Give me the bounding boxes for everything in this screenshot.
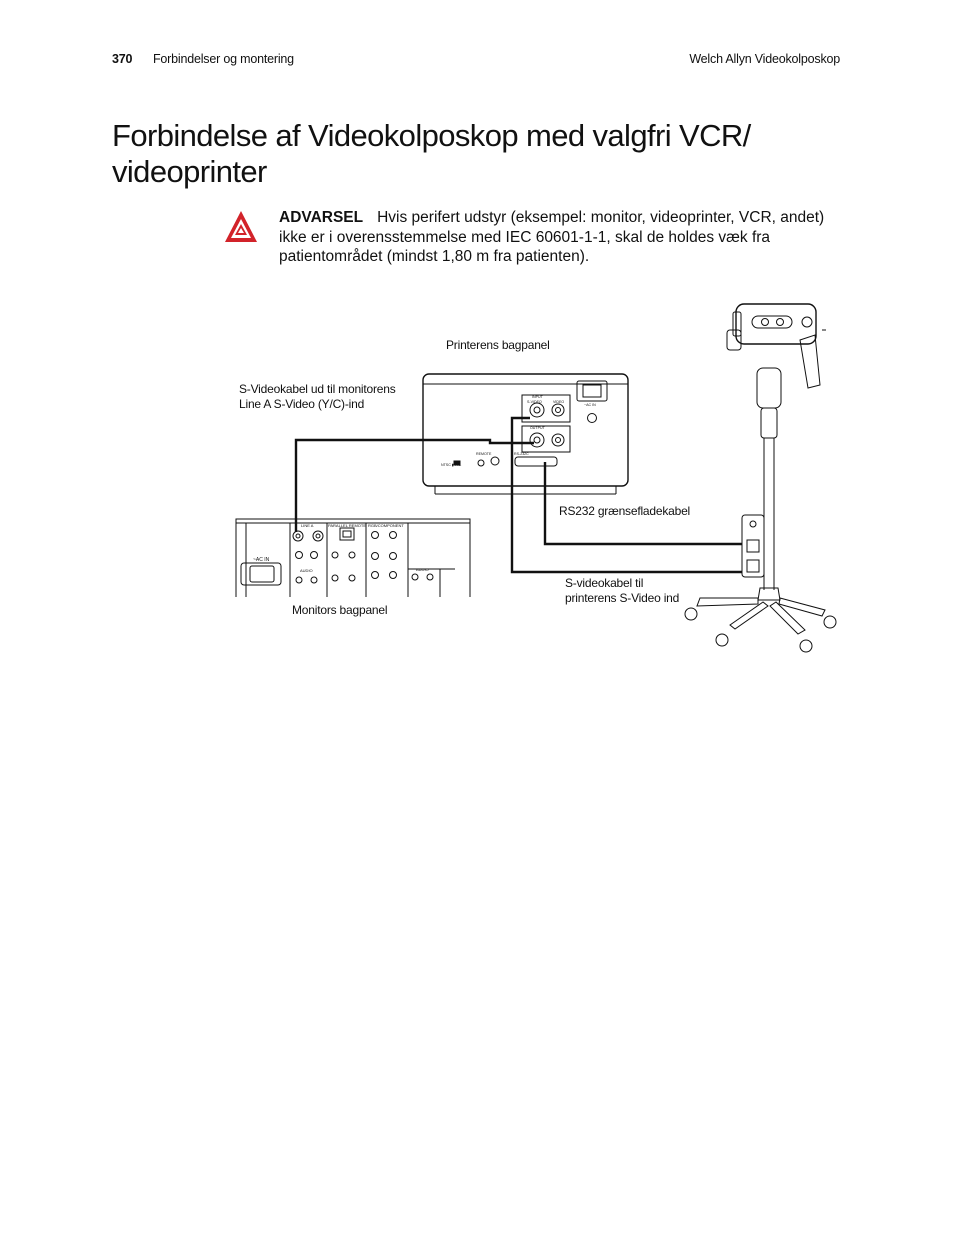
printer-back-panel [423,374,628,494]
monitor-back-panel [236,519,470,597]
monitor-parallel-remote-label: PARALLEL REMOTE [328,523,367,528]
product-name: Welch Allyn Videokolposkop [689,52,840,66]
page-title: Forbindelse af Videokolposkop med valgfri VCR/ videoprinter [112,118,751,189]
printer-video-label: VIDEO [553,400,565,404]
svideo-out-caption-line2: Line A S-Video (Y/C)-ind [239,397,365,411]
svideo-in-caption [565,576,679,606]
monitor-audio-label-2: AUDIO [416,567,429,572]
printer-panel-text [441,395,596,467]
svideo-out-caption [239,382,396,412]
printer-ac-in-label: ~AC IN [584,403,596,407]
svideo-in-caption-line1: S-videokabel til [565,576,644,590]
printer-remote-label: REMOTE [476,452,492,456]
printer-rs232-label: RS-232C [514,452,529,456]
printer-ntsc-pal-label: NTSC ▮ PAL [441,463,462,467]
warning-text: Hvis perifert udstyr (eksempel: monitor, videoprinter, VCR, andet) ikke er i overensstemmelse med IEC 60601-1-1, skal de holdes væk fra patientområdet (mindst 1,80 m fra patienten). [279,209,825,265]
chapter-title: Forbindelser og montering [153,52,294,66]
page-number: 370 [112,52,133,66]
svideo-in-caption-line2: printerens S-Video ind [565,591,680,605]
colposcope-stand [685,368,836,652]
monitor-audio-label: AUDIO [300,568,313,573]
rs232-cable [545,462,742,544]
svideo-in-cable [512,418,742,572]
monitor-panel-text [253,523,429,573]
monitor-rgb-component-label: RGB/COMPONENT [368,523,404,528]
cables [296,418,742,572]
svideo-out-caption-line1: S-Videokabel ud til monitorens [239,382,396,396]
printer-output-label: OUTPUT [530,426,545,430]
rs232-caption: RS232 grænsefladekabel [559,504,691,518]
monitor-line-a-label: LINE A [301,523,314,528]
warning-label: ADVARSEL [279,209,364,226]
printer-input-label: INPUT [532,395,543,399]
monitor-ac-in-label: ~AC IN [253,557,270,563]
printer-svideo-label: S-VIDEO [527,400,542,404]
printer-panel-caption: Printerens bagpanel [446,338,550,352]
monitor-panel-caption: Monitors bagpanel [292,603,388,617]
colposcope-camera [727,304,826,388]
